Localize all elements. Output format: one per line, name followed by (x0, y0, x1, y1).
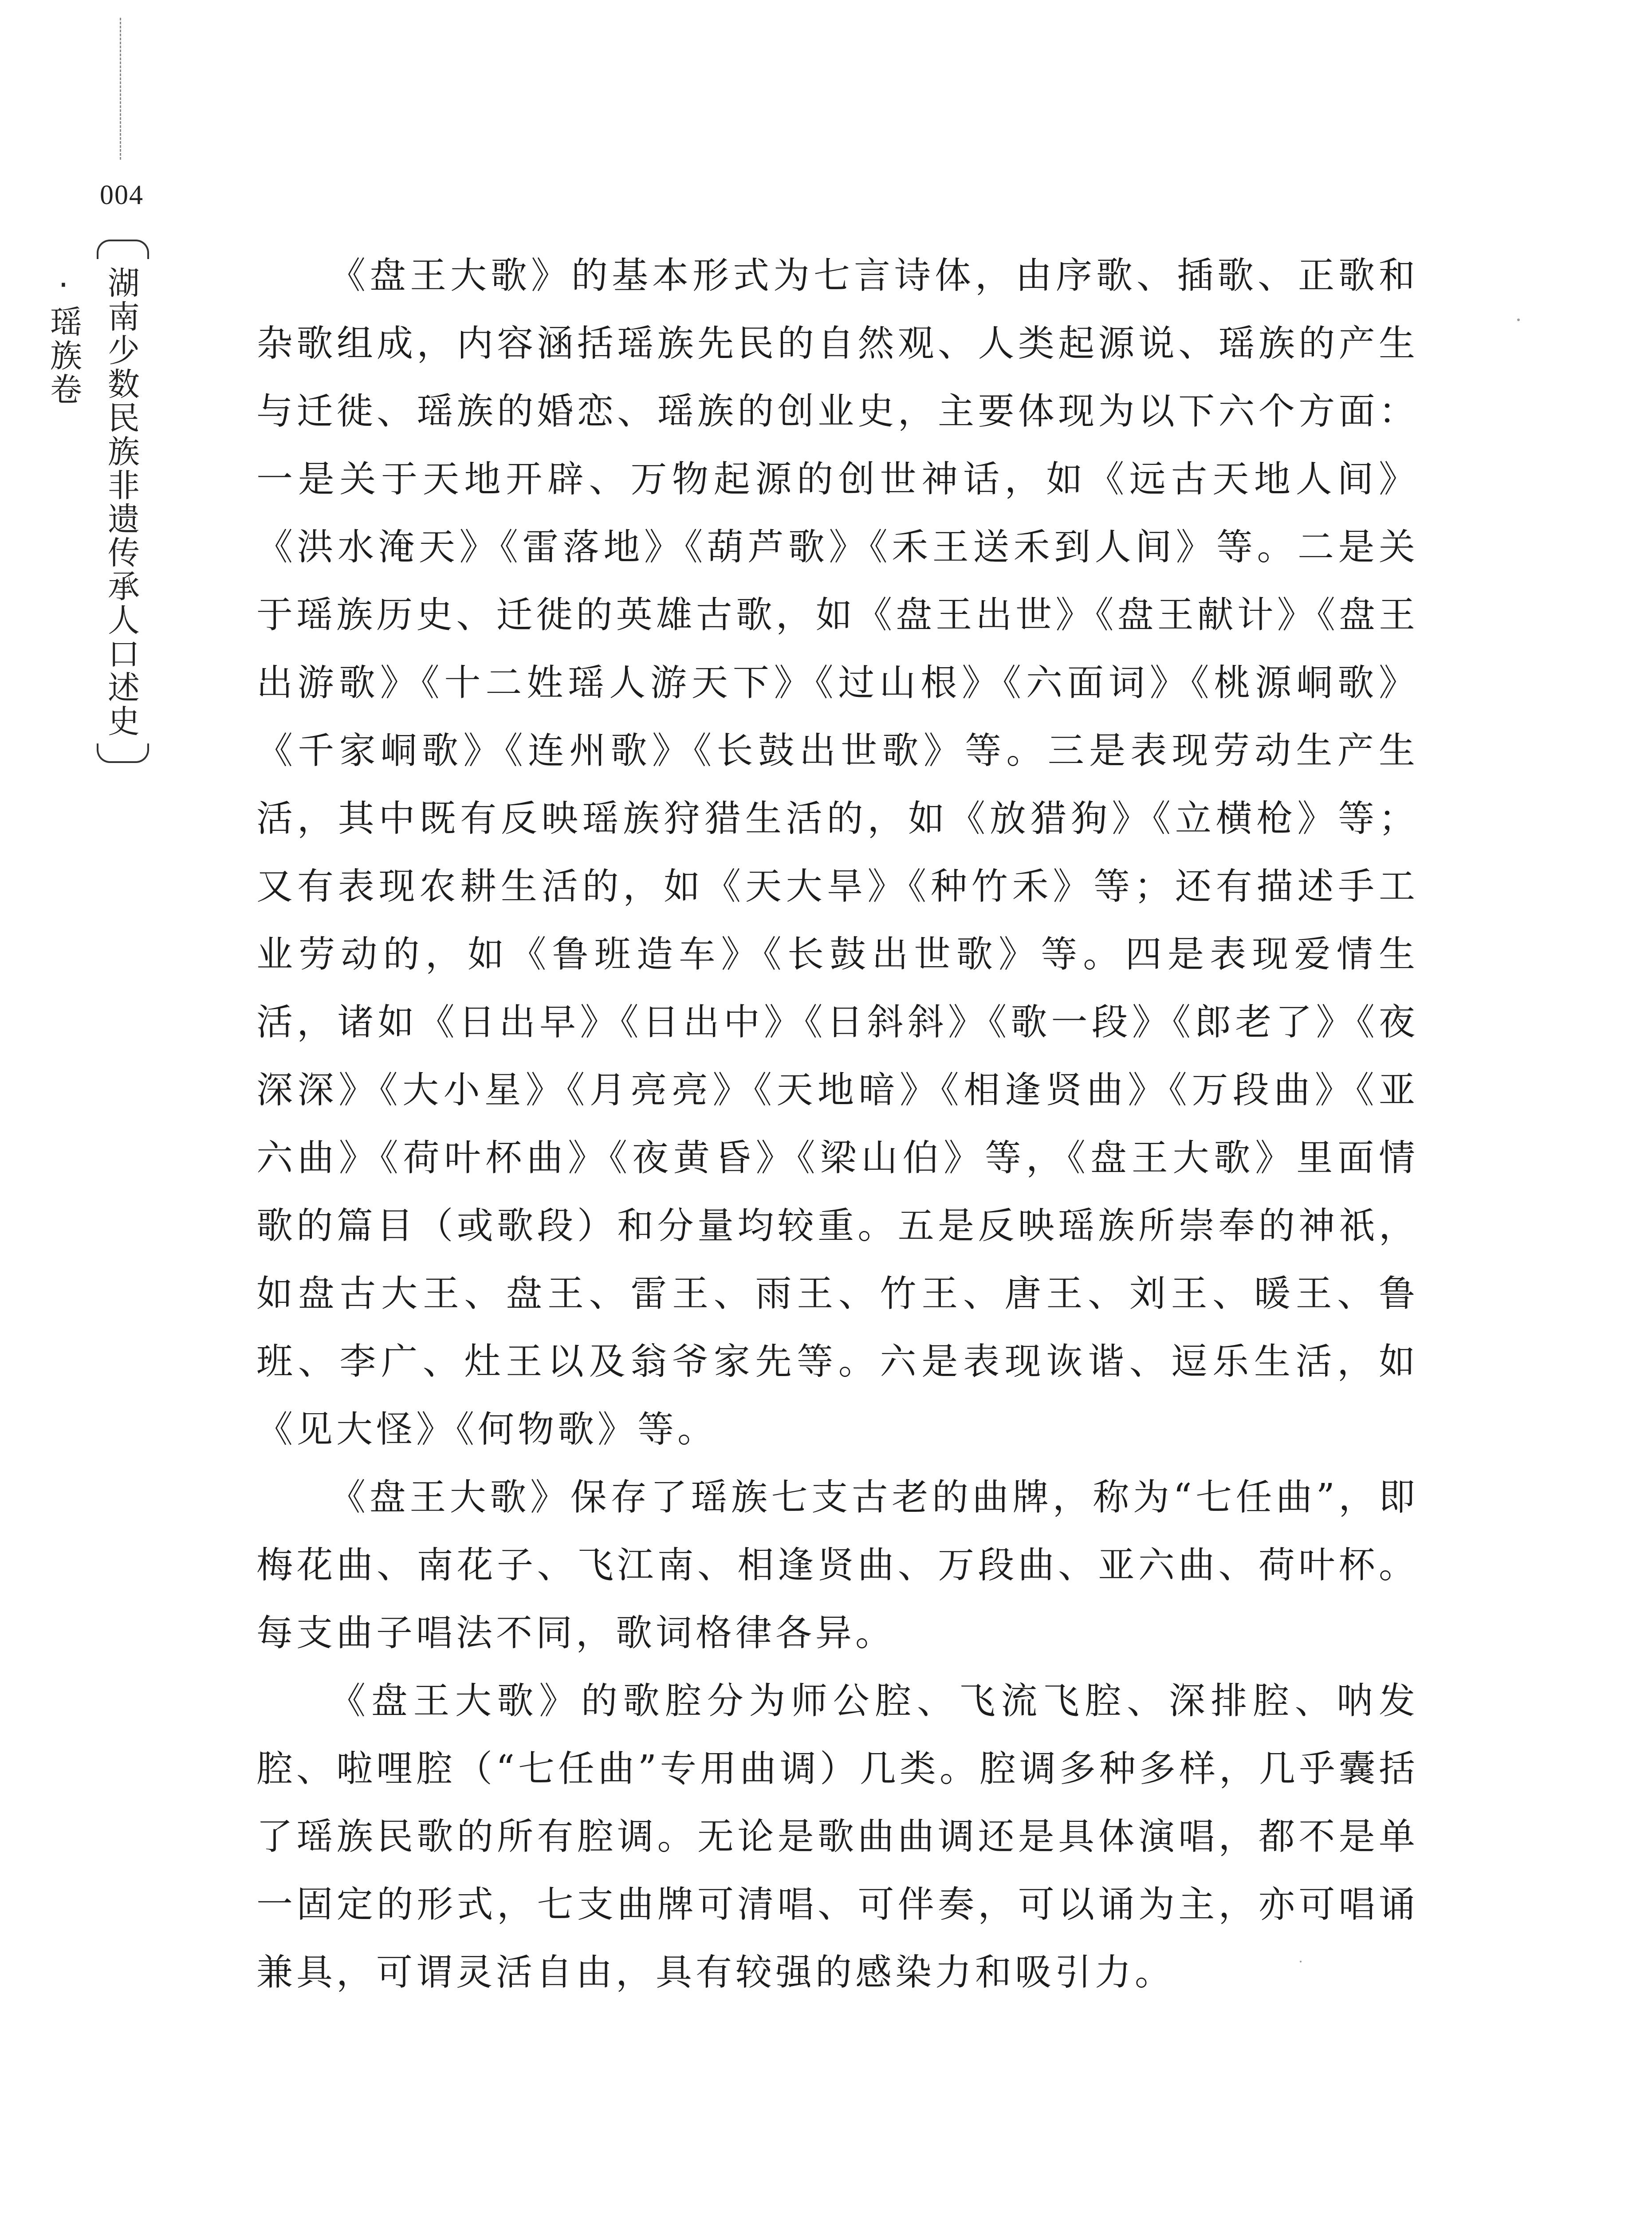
page-number: 004 (100, 180, 144, 210)
running-title: 湖南少数民族非遗传承人口述史·瑶族卷 (45, 266, 140, 738)
paragraph-3: 《盘王大歌》的歌腔分为师公腔、飞流飞腔、深排腔、呐发腔、啦哩腔（“七任曲”专用曲调）几类。腔调多种多样，几乎囊括了瑶族民歌的所有腔调。无论是歌曲曲调还是具体演唱，都不是单一固定的形式，七支曲牌可清唱、可伴奏，可以诵为主，亦可唱诵兼具，可谓灵活自由，具有较强的感染力和吸引力。 (256, 1680, 1419, 1994)
running-title-frame (45, 240, 150, 763)
paragraph-1: 《盘王大歌》的基本形式为七言诗体，由序歌、插歌、正歌和杂歌组成，内容涵括瑶族先民的自然观、人类起源说、瑶族的产生与迁徙、瑶族的婚恋、瑶族的创业史，主要体现为以下六个方面：一是关于天地开辟、万物起源的创世神话，如《远古天地人间》《洪水淹天》《雷落地》《葫芦歌》《禾王送禾到人间》等。二是关于瑶族历史、迁徙的英雄古歌，如《盘王出世》《盘王献计》《盘王出游歌》《十二姓瑶人游天下》《过山根》《六面词》《桃源峒歌》《千家峒歌》《连州歌》《长鼓出世歌》等。三是表现劳动生产生活，其中既有反映瑶族狩猎生活的，如《放猎狗》《立横枪》等；又有表现农耕生活的，如《天大旱》《种竹禾》等；还有描述手工业劳动的，如《鲁班造车》《长鼓出世歌》等。四是表现爱情生活，诸如《日出早》《日出中》《日斜斜》《歌一段》《郎老了》《夜深深》《大小星》《月亮亮》《天地暗》《相逢贤曲》《万段曲》《亚六曲》《荷叶杯曲》《夜黄昏》《梁山伯》等，《盘王大歌》里面情歌的篇目（或歌段）和分量均较重。五是反映瑶族所崇奉的神祇，如盘古大王、盘王、雷王、雨王、竹王、唐王、刘王、暖王、鲁班、李广、灶王以及翁爷家先等。六是表现诙谐、逗乐生活，如《见大怪》《何物歌》等。 (256, 255, 1419, 1451)
margin-dashed-rule (120, 18, 121, 160)
paragraph-2: 《盘王大歌》保存了瑶族七支古老的曲牌，称为“七任曲”，即梅花曲、南花子、飞江南、相逢贤曲、万段曲、亚六曲、荷叶杯。每支曲子唱法不同，歌词格律各异。 (256, 1476, 1419, 1654)
bracket-top-ornament (97, 240, 149, 259)
bracket-bottom-ornament (97, 743, 149, 763)
body-text (256, 242, 1419, 2006)
scan-speck (1517, 319, 1520, 321)
scan-speck (1300, 1961, 1302, 1962)
